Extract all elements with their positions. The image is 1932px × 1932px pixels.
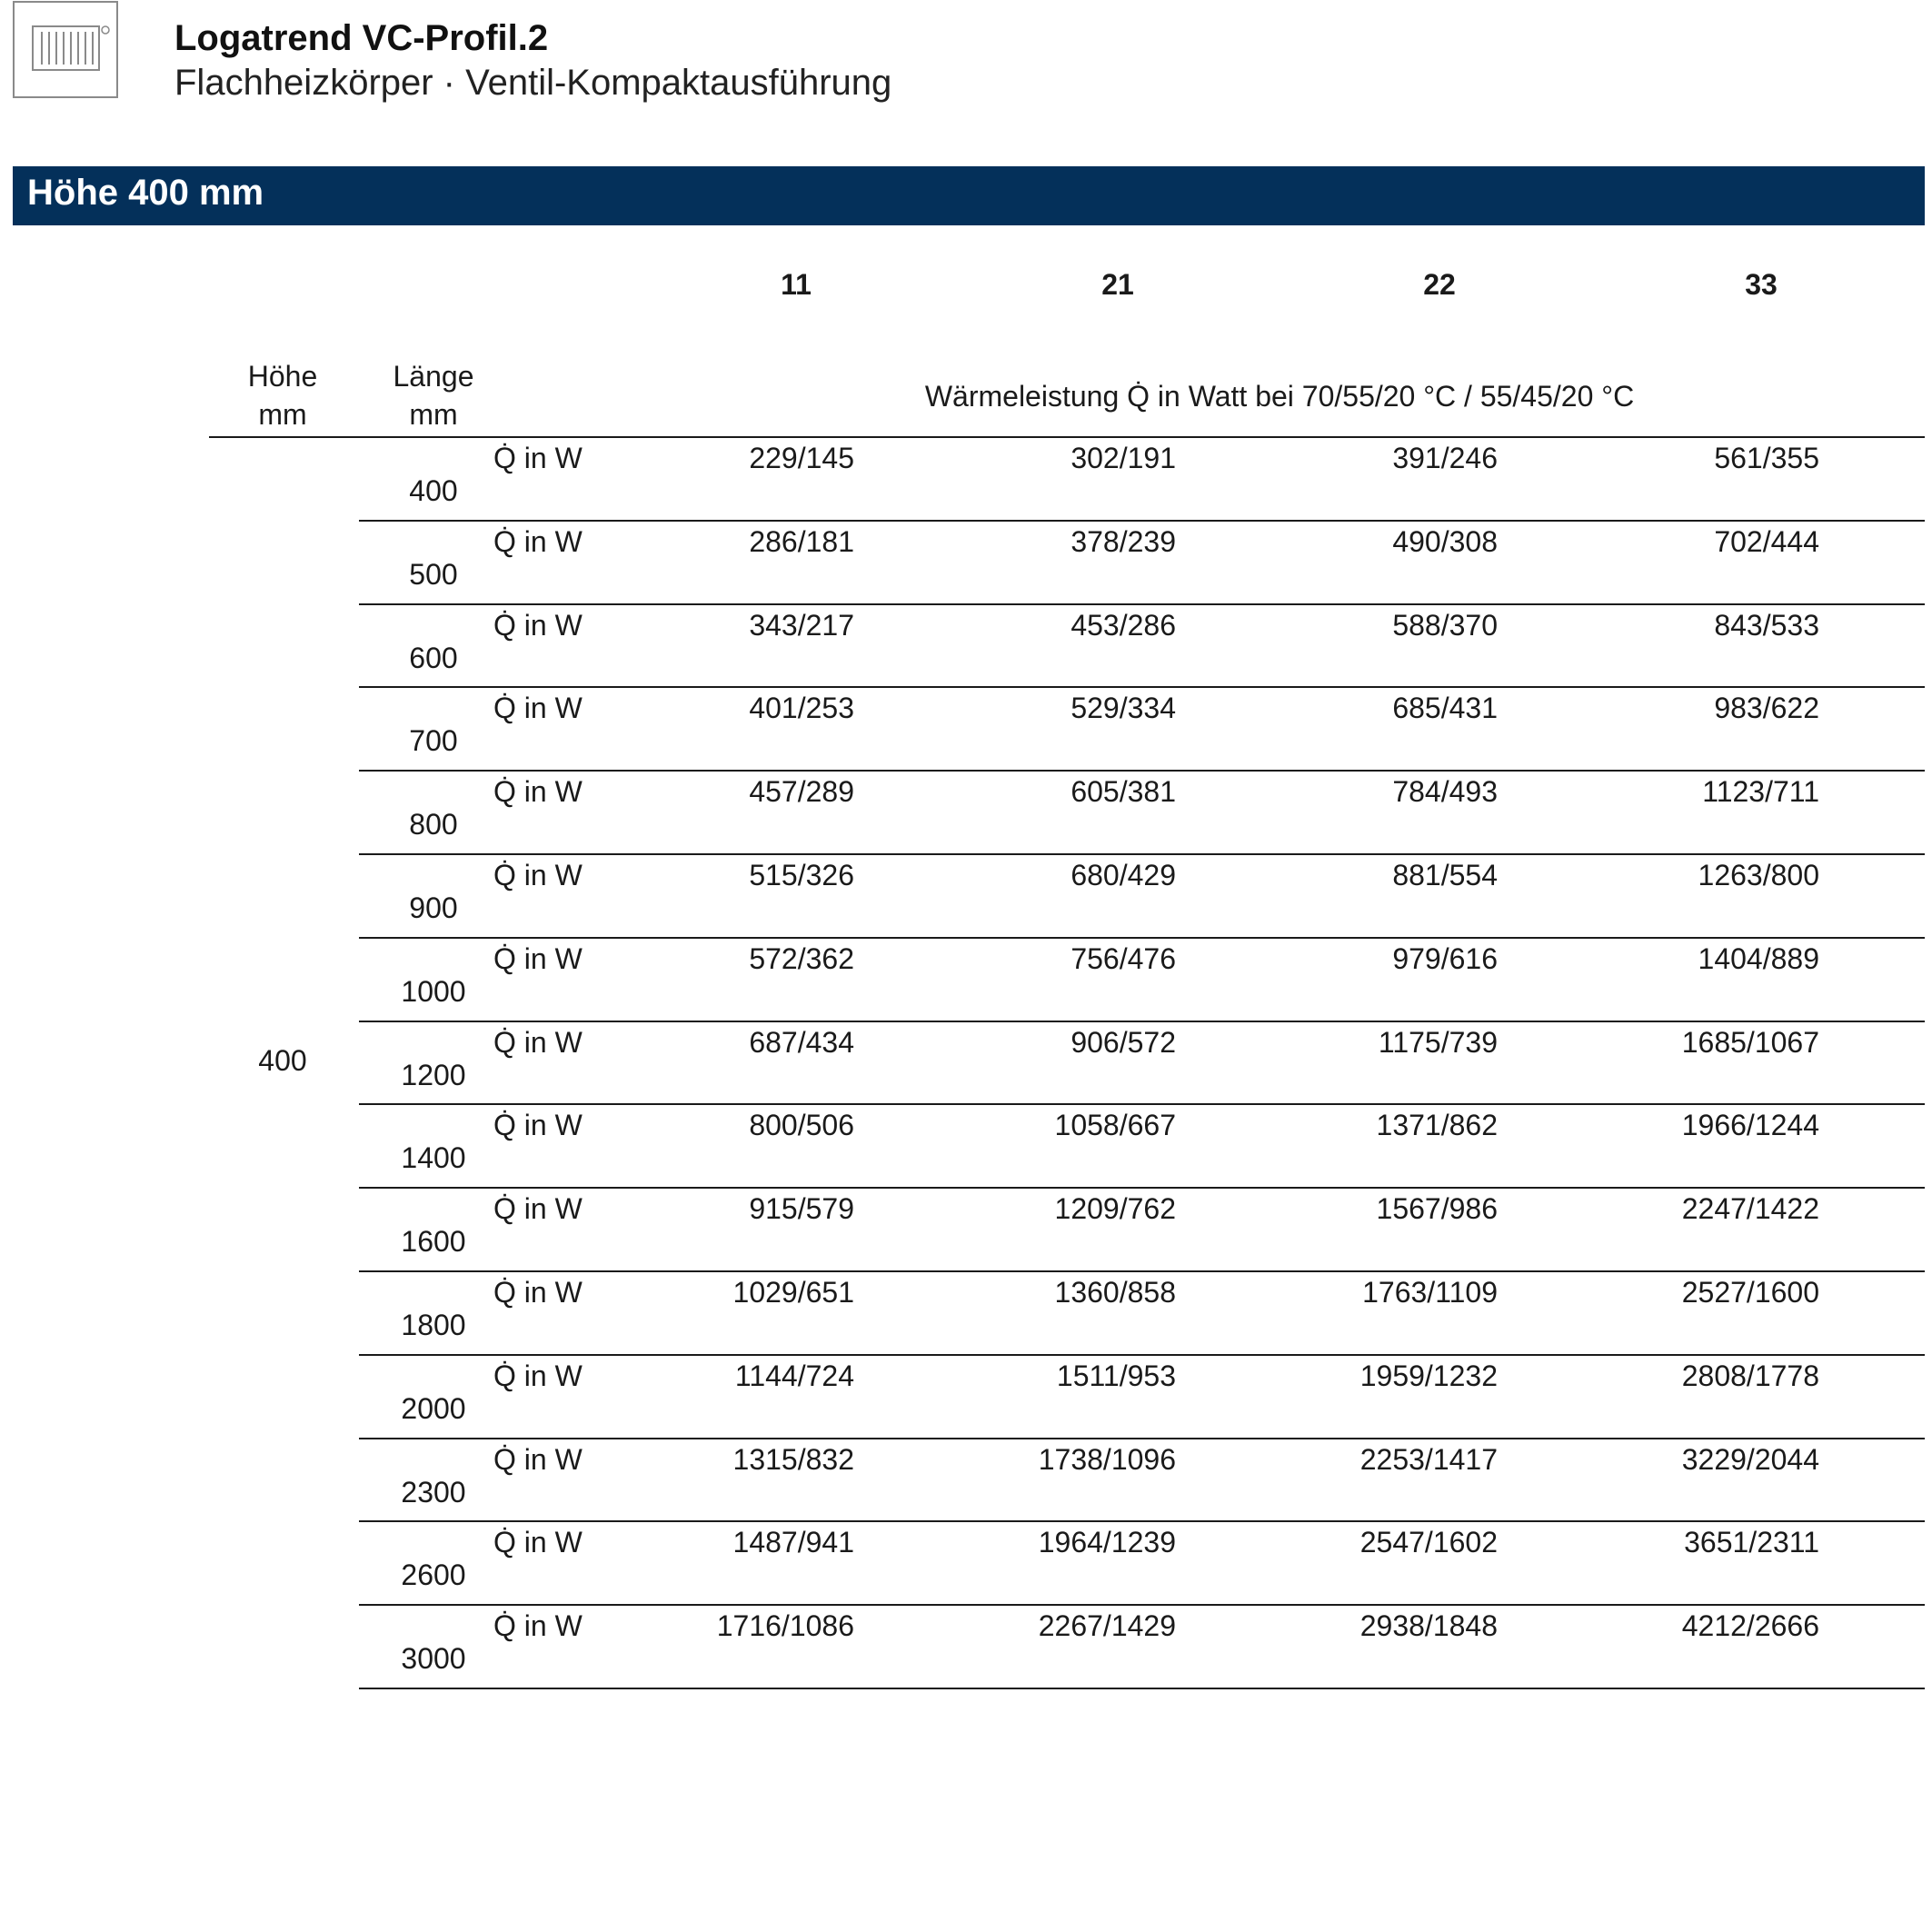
laenge-value: 600: [409, 641, 458, 674]
heat-output-cell: 1716/1086: [716, 1609, 854, 1643]
heat-output-cell: 1371/862: [1376, 1109, 1498, 1142]
heat-output-cell: 302/191: [1071, 442, 1176, 474]
heat-output-cell: 605/381: [1071, 775, 1176, 809]
laenge-value: 1400: [401, 1141, 466, 1175]
heat-output-cell: 1763/1109: [1362, 1276, 1498, 1309]
heat-output-cell: 1058/667: [1054, 1109, 1176, 1142]
heat-output-cell: 2247/1422: [1681, 1192, 1819, 1226]
row-divider: [359, 1354, 1925, 1356]
heat-output-cell: 1511/953: [1056, 1359, 1176, 1392]
heat-output-cell: 680/429: [1071, 859, 1176, 891]
type-header: 21: [1101, 268, 1134, 301]
row-divider: [359, 1438, 1925, 1439]
unit-label: Q̇ in W: [493, 1359, 583, 1392]
section-banner-label: Höhe 400 mm: [27, 173, 264, 213]
row-divider: [359, 1270, 1925, 1272]
heat-output-cell: 1315/832: [732, 1442, 854, 1476]
unit-label: Q̇ in W: [493, 859, 583, 891]
header-divider: [209, 436, 1925, 438]
laenge-value: 3000: [401, 1642, 466, 1676]
product-title: Logatrend VC-Profil.2: [174, 18, 549, 58]
row-divider: [359, 1520, 1925, 1522]
heat-output-cell: 1029/651: [732, 1276, 854, 1309]
heat-output-cell: 2267/1429: [1038, 1609, 1176, 1643]
laenge-value: 500: [409, 557, 458, 591]
heat-output-cell: 378/239: [1071, 524, 1176, 558]
heat-output-cell: 1685/1067: [1681, 1025, 1819, 1059]
laenge-value: 800: [409, 808, 458, 842]
heat-output-cell: 2547/1602: [1359, 1526, 1498, 1559]
heat-output-cell: 1959/1232: [1359, 1359, 1498, 1392]
heat-output-cell: 1123/711: [1702, 775, 1819, 809]
heat-output-cell: 457/289: [749, 775, 854, 809]
heat-output-cell: 1209/762: [1054, 1192, 1176, 1226]
heat-output-cell: 286/181: [749, 524, 854, 558]
unit-label: Q̇ in W: [493, 442, 583, 474]
unit-label: Q̇ in W: [493, 1025, 583, 1059]
heat-output-cell: 229/145: [749, 442, 854, 474]
heat-output-cell: 1144/724: [734, 1359, 854, 1392]
heat-output-cell: 843/533: [1714, 608, 1819, 642]
heat-output-cell: 2938/1848: [1359, 1609, 1498, 1643]
row-divider: [359, 770, 1925, 772]
heat-output-cell: 588/370: [1392, 608, 1498, 642]
laenge-unit: mm: [409, 398, 458, 431]
heat-output-cell: 1966/1244: [1681, 1109, 1819, 1142]
hoehe-header: Höhe: [247, 360, 318, 393]
heat-output-cell: 529/334: [1071, 692, 1176, 725]
unit-label: Q̇ in W: [493, 1192, 583, 1226]
heat-output-cell: 3651/2311: [1684, 1526, 1819, 1559]
laenge-value: 700: [409, 724, 458, 758]
radiator-icon: [15, 3, 120, 100]
row-divider: [359, 1187, 1925, 1189]
heat-output-cell: 401/253: [749, 692, 854, 725]
heat-output-cell: 687/434: [749, 1025, 854, 1059]
type-header: 33: [1745, 268, 1778, 301]
unit-label: Q̇ in W: [493, 1276, 583, 1309]
heat-output-cell: 702/444: [1714, 524, 1819, 558]
heat-output-cell: 561/355: [1714, 442, 1819, 474]
row-divider: [359, 520, 1925, 522]
heat-output-cell: 453/286: [1071, 608, 1176, 642]
heat-output-cell: 1360/858: [1054, 1276, 1176, 1309]
laenge-value: 400: [409, 474, 458, 507]
unit-label: Q̇ in W: [493, 1526, 583, 1559]
row-divider: [359, 686, 1925, 688]
row-divider: [359, 1103, 1925, 1105]
laenge-value: 2300: [401, 1475, 466, 1509]
performance-caption: Wärmeleistung Q̇ in Watt bei 70/55/20 °C / 55/45/20 °C: [924, 380, 1635, 413]
heat-output-cell: 2808/1778: [1681, 1359, 1819, 1392]
product-subtitle: Flachheizkörper · Ventil-Kompaktausführung: [174, 63, 892, 103]
heat-output-cell: 1738/1096: [1038, 1442, 1176, 1476]
heat-output-cell: 784/493: [1392, 775, 1498, 809]
heat-output-cell: 800/506: [749, 1109, 854, 1142]
heat-output-cell: 4212/2666: [1681, 1609, 1819, 1643]
row-divider: [359, 853, 1925, 855]
heat-output-cell: 906/572: [1071, 1025, 1176, 1059]
heat-output-cell: 3229/2044: [1681, 1442, 1819, 1476]
hoehe-value: 400: [258, 1043, 307, 1077]
unit-label: Q̇ in W: [493, 692, 583, 725]
laenge-value: 1600: [401, 1225, 466, 1259]
heat-output-cell: 881/554: [1392, 859, 1498, 891]
heat-output-cell: 343/217: [749, 608, 854, 642]
type-header: 22: [1423, 268, 1456, 301]
unit-label: Q̇ in W: [493, 941, 583, 975]
laenge-value: 1200: [401, 1058, 466, 1091]
hoehe-unit: mm: [258, 398, 307, 431]
heat-output-cell: 979/616: [1392, 941, 1498, 975]
heat-output-cell: 915/579: [749, 1192, 854, 1226]
laenge-value: 900: [409, 891, 458, 924]
heat-output-cell: 1567/986: [1376, 1192, 1498, 1226]
heat-output-cell: 1175/739: [1378, 1025, 1498, 1059]
heat-output-cell: 1263/800: [1698, 859, 1819, 891]
heat-output-cell: 1964/1239: [1038, 1526, 1176, 1559]
heat-output-cell: 1487/941: [732, 1526, 854, 1559]
unit-label: Q̇ in W: [493, 775, 583, 809]
heat-output-cell: 983/622: [1714, 692, 1819, 725]
laenge-value: 2000: [401, 1391, 466, 1425]
type-header: 11: [781, 268, 812, 301]
laenge-header: Länge: [393, 360, 474, 393]
heat-output-cell: 756/476: [1071, 941, 1176, 975]
row-divider: [359, 603, 1925, 605]
row-divider: [359, 937, 1925, 939]
heat-output-cell: 515/326: [749, 859, 854, 891]
section-banner: [13, 166, 1925, 225]
unit-label: Q̇ in W: [493, 524, 583, 558]
heat-output-cell: 391/246: [1392, 442, 1498, 474]
heat-output-cell: 2253/1417: [1359, 1442, 1498, 1476]
heat-output-cell: 2527/1600: [1681, 1276, 1819, 1309]
laenge-value: 1000: [401, 974, 466, 1008]
unit-label: Q̇ in W: [493, 1609, 583, 1643]
heat-output-cell: 1404/889: [1698, 941, 1819, 975]
heat-output-cell: 685/431: [1392, 692, 1498, 725]
unit-label: Q̇ in W: [493, 1442, 583, 1476]
row-divider: [359, 1688, 1925, 1689]
row-divider: [359, 1604, 1925, 1606]
heat-output-cell: 572/362: [749, 941, 854, 975]
laenge-value: 1800: [401, 1309, 466, 1341]
row-divider: [359, 1021, 1925, 1022]
product-logo: [13, 1, 118, 98]
unit-label: Q̇ in W: [493, 608, 583, 642]
laenge-value: 2600: [401, 1559, 466, 1592]
heat-output-cell: 490/308: [1392, 524, 1498, 558]
unit-label: Q̇ in W: [493, 1109, 583, 1142]
